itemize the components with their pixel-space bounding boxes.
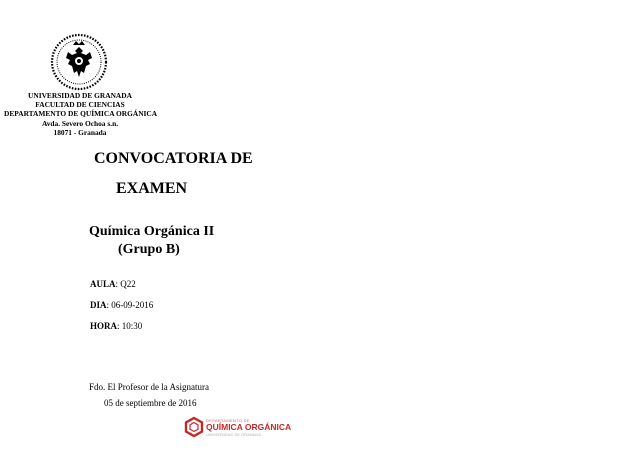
field-aula-label: AULA <box>90 279 116 289</box>
field-aula <box>90 279 136 289</box>
institution-line-university: UNIVERSIDAD DE GRANADA <box>28 91 132 100</box>
university-seal-icon <box>50 33 108 91</box>
field-hora-value: : 10:30 <box>117 321 143 331</box>
institution-line-faculty: FACULTAD DE CIENCIAS <box>35 100 125 110</box>
field-aula-value: : Q22 <box>115 279 136 289</box>
field-hora <box>90 321 142 331</box>
hexagon-logo-icon <box>184 416 204 438</box>
field-dia-value: : 06-09-2016 <box>106 300 154 310</box>
signature-line: Fdo. El Profesor de la Asignatura <box>89 382 209 392</box>
institution-line-address: Avda. Severo Ochoa s.n. <box>41 118 119 128</box>
department-logo <box>184 416 292 438</box>
field-dia-label: DIA <box>90 300 107 310</box>
document-title-line-1: CONVOCATORIA DE <box>94 150 253 167</box>
logo-sub-text: UNIVERSIDAD DE GRANADA <box>206 432 261 437</box>
signature-date: 05 de septiembre de 2016 <box>104 398 197 408</box>
subject-group: (Grupo B) <box>118 242 180 257</box>
institution-header <box>4 91 156 137</box>
document-title-line-2: EXAMEN <box>116 180 188 197</box>
subject-name: Química Orgánica II <box>89 224 215 239</box>
institution-line-postal: 18071 - Granada <box>53 127 107 137</box>
field-hora-label: HORA <box>90 321 117 331</box>
field-dia <box>90 300 153 310</box>
logo-top-text: DEPARTAMENTO DE <box>206 418 250 423</box>
logo-main-text: QUÍMICA ORGÁNICA <box>206 422 292 432</box>
institution-line-department: DEPARTAMENTO DE QUÍMICA ORGÁNICA <box>4 109 158 119</box>
